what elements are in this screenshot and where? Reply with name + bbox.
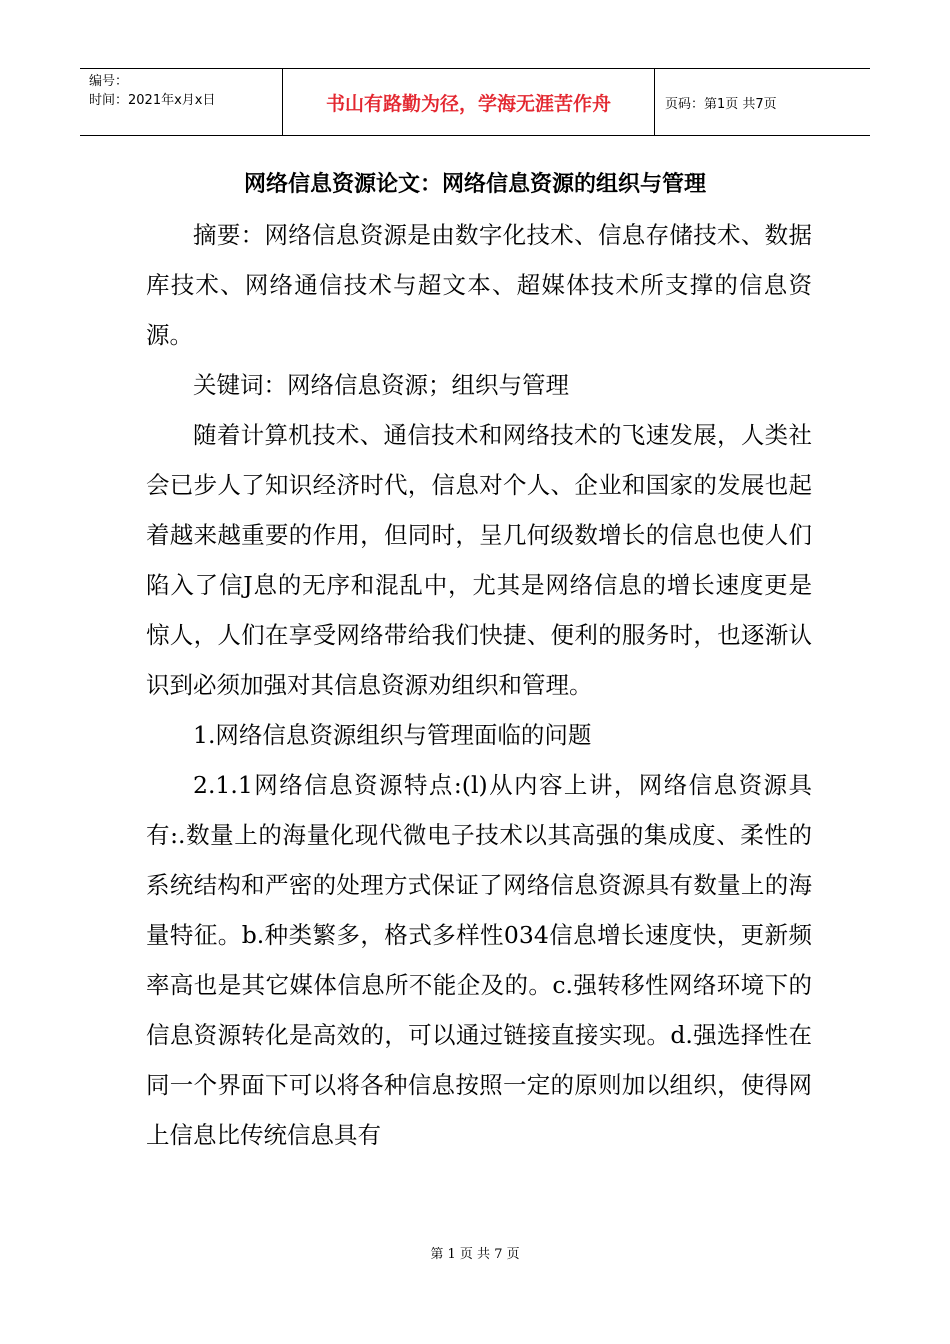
page-footer: 第 1 页 共 7 页 (430, 1247, 520, 1262)
header-motto: 书山有路勤为径，学海无涯苦作舟 (282, 69, 655, 135)
body-paragraph: 2.1.1网络信息资源特点:(l)从内容上讲，网络信息资源具有:.数量上的海量化现代微电子技术以其高强的集成度、柔性的系统结构和严密的处理方式保证了网络信息资源具有数量上的海量特征。b.种类繁多，格式多样性034信息增长速度快，更新频率高也是其它媒体信息所不能企及的。c.强转移性网络环境下的信息资源转化是高效的，可以通过链接直接实现。d.强选择性在同一个界面下可以将各种信息按照一定的原则加以组织，使得网上信息比传统信息具有 (146, 771, 812, 1149)
section-heading: 1.网络信息资源组织与管理面临的问题 (193, 721, 592, 749)
header-page-code: 页码：第1页 共7页 (665, 96, 777, 112)
page-header (80, 68, 870, 136)
document-body (146, 210, 812, 1160)
intro-paragraph: 随着计算机技术、通信技术和网络技术的飞速发展，人类社会已步人了知识经济时代，信息对个人、企业和国家的发展也起着越来越重要的作用，但同时，呈几何级数增长的信息也使人们陷入了信J息的无序和混乱中，尤其是网络信息的增长速度更是惊人，人们在享受网络带给我们快捷、便利的服务时，也逐渐认识到必须加强对其信息资源劝组织和管理。 (146, 421, 812, 699)
number-label: 编号： (89, 74, 129, 89)
time-label: 时间：2021年x月x日 (89, 93, 216, 108)
header-meta (80, 69, 282, 135)
keywords-paragraph: 关键词：网络信息资源；组织与管理 (193, 371, 569, 399)
document-title: 网络信息资源论文：网络信息资源的组织与管理 (243, 172, 706, 197)
abstract-paragraph: 摘要：网络信息资源是由数字化技术、信息存储技术、数据库技术、网络通信技术与超文本、超媒体技术所支撑的信息资源。 (146, 221, 812, 349)
